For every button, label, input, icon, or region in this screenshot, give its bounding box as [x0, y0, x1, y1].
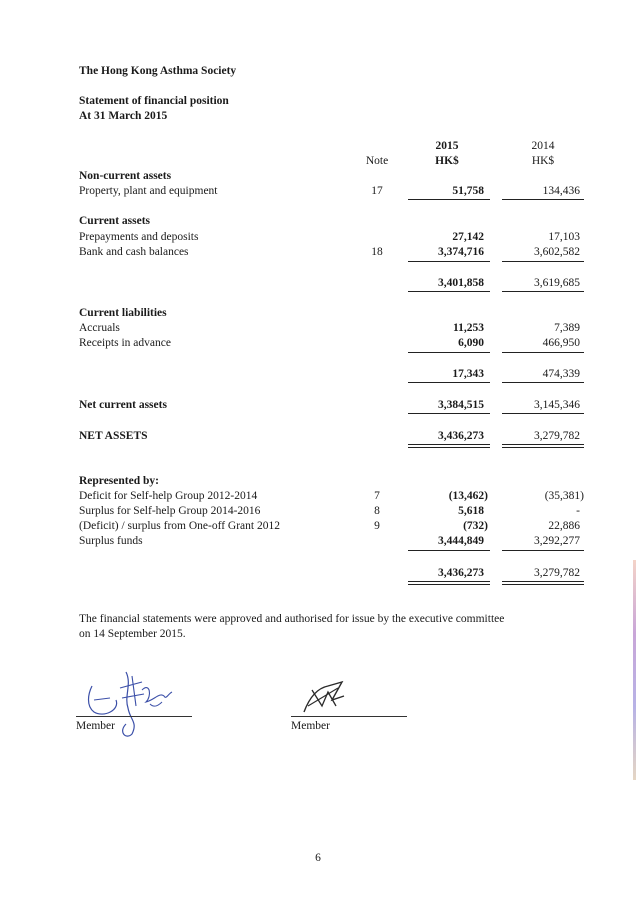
net-assets-double-underline-2014	[502, 444, 584, 448]
prepayments-label: Prepayments and deposits	[79, 231, 199, 243]
represented-row-label: Surplus for Self-help Group 2014-2016	[79, 505, 261, 517]
net-current-assets-2015: 3,384,515	[438, 399, 484, 411]
surplus-underline-2015	[408, 550, 490, 551]
bank-balances-2015: 3,374,716	[438, 246, 484, 258]
represented-total-2015: 3,436,273	[438, 567, 484, 579]
bank-balances-note: 18	[371, 246, 383, 258]
accruals-2014: 7,389	[554, 322, 580, 334]
ppe-underline-2015	[408, 199, 490, 200]
current-liabilities-heading: Current liabilities	[79, 307, 167, 319]
net-current-assets-2014: 3,145,346	[534, 399, 580, 411]
represented-row-2014: (35,381)	[544, 490, 584, 502]
ppe-note: 17	[371, 185, 383, 197]
represented-row-note: 8	[374, 505, 380, 517]
represented-row-2015: (13,462)	[448, 490, 488, 502]
page-number: 6	[315, 852, 321, 864]
net-current-underline-2015	[408, 413, 490, 414]
net-current-assets-label: Net current assets	[79, 399, 167, 411]
represented-by-heading: Represented by:	[79, 475, 159, 487]
represented-row-note: 7	[374, 490, 380, 502]
ppe-label: Property, plant and equipment	[79, 185, 218, 197]
liabilities-underline-2014	[502, 382, 584, 383]
represented-row-2015: (732)	[463, 520, 488, 532]
bank-balances-label: Bank and cash balances	[79, 246, 189, 258]
ppe-2015: 51,758	[452, 185, 484, 197]
bank-balances-2014: 3,602,582	[534, 246, 580, 258]
net-assets-2014: 3,279,782	[534, 430, 580, 442]
current-assets-underline-2014	[502, 291, 584, 292]
represented-row-label: Deficit for Self-help Group 2012-2014	[79, 490, 258, 502]
represented-row-2014: 22,886	[548, 520, 580, 532]
represented-row-2014: -	[576, 505, 580, 517]
receipts-label: Receipts in advance	[79, 337, 171, 349]
accruals-label: Accruals	[79, 322, 120, 334]
receipts-underline-2014	[502, 352, 584, 353]
current-liabilities-total-2014: 474,339	[542, 368, 580, 380]
receipts-underline-2015	[408, 352, 490, 353]
receipts-2014: 466,950	[542, 337, 580, 349]
ppe-underline-2014	[502, 199, 584, 200]
left-signature-line	[76, 716, 192, 717]
organization-name: The Hong Kong Asthma Society	[79, 65, 237, 77]
represented-row-2015: 5,618	[458, 505, 484, 517]
represented-row-2014: 3,292,277	[534, 535, 580, 547]
left-member-label: Member	[76, 720, 115, 732]
current-assets-heading: Current assets	[79, 215, 151, 227]
represented-double-underline-2014	[502, 581, 584, 585]
prepayments-2015: 27,142	[452, 231, 484, 243]
non-current-assets-heading: Non-current assets	[79, 170, 172, 182]
ppe-2014: 134,436	[542, 185, 580, 197]
current-assets-total-2015: 3,401,858	[438, 277, 484, 289]
approval-text-line2: on 14 September 2015.	[79, 628, 186, 640]
bank-underline-2015	[408, 261, 490, 262]
column-currency-current: HK$	[435, 155, 459, 167]
accruals-2015: 11,253	[453, 322, 484, 334]
net-assets-label: NET ASSETS	[79, 430, 148, 442]
right-signature-line	[291, 716, 407, 717]
bank-underline-2014	[502, 261, 584, 262]
right-member-label: Member	[291, 720, 330, 732]
column-currency-prior: HK$	[531, 155, 555, 167]
current-liabilities-total-2015: 17,343	[452, 368, 484, 380]
prepayments-2014: 17,103	[548, 231, 580, 243]
statement-date: At 31 March 2015	[79, 110, 168, 122]
represented-row-label: (Deficit) / surplus from One-off Grant 2012	[79, 520, 280, 532]
represented-row-2015: 3,444,849	[438, 535, 484, 547]
net-current-underline-2014	[502, 413, 584, 414]
liabilities-underline-2015	[408, 382, 490, 383]
right-member-signature	[298, 676, 358, 720]
net-assets-2015: 3,436,273	[438, 430, 484, 442]
represented-row-note: 9	[374, 520, 380, 532]
represented-row-label: Surplus funds	[79, 535, 143, 547]
column-note: Note	[365, 155, 389, 167]
current-assets-underline-2015	[408, 291, 490, 292]
current-assets-total-2014: 3,619,685	[534, 277, 580, 289]
approval-text-line1: The financial statements were approved and authorised for issue by the executive committee	[79, 613, 505, 625]
receipts-2015: 6,090	[458, 337, 484, 349]
surplus-underline-2014	[502, 550, 584, 551]
net-assets-double-underline-2015	[408, 444, 490, 448]
represented-double-underline-2015	[408, 581, 490, 585]
column-year-current: 2015	[435, 140, 459, 152]
column-year-prior: 2014	[531, 140, 555, 152]
statement-title: Statement of financial position	[79, 95, 229, 107]
represented-total-2014: 3,279,782	[534, 567, 580, 579]
